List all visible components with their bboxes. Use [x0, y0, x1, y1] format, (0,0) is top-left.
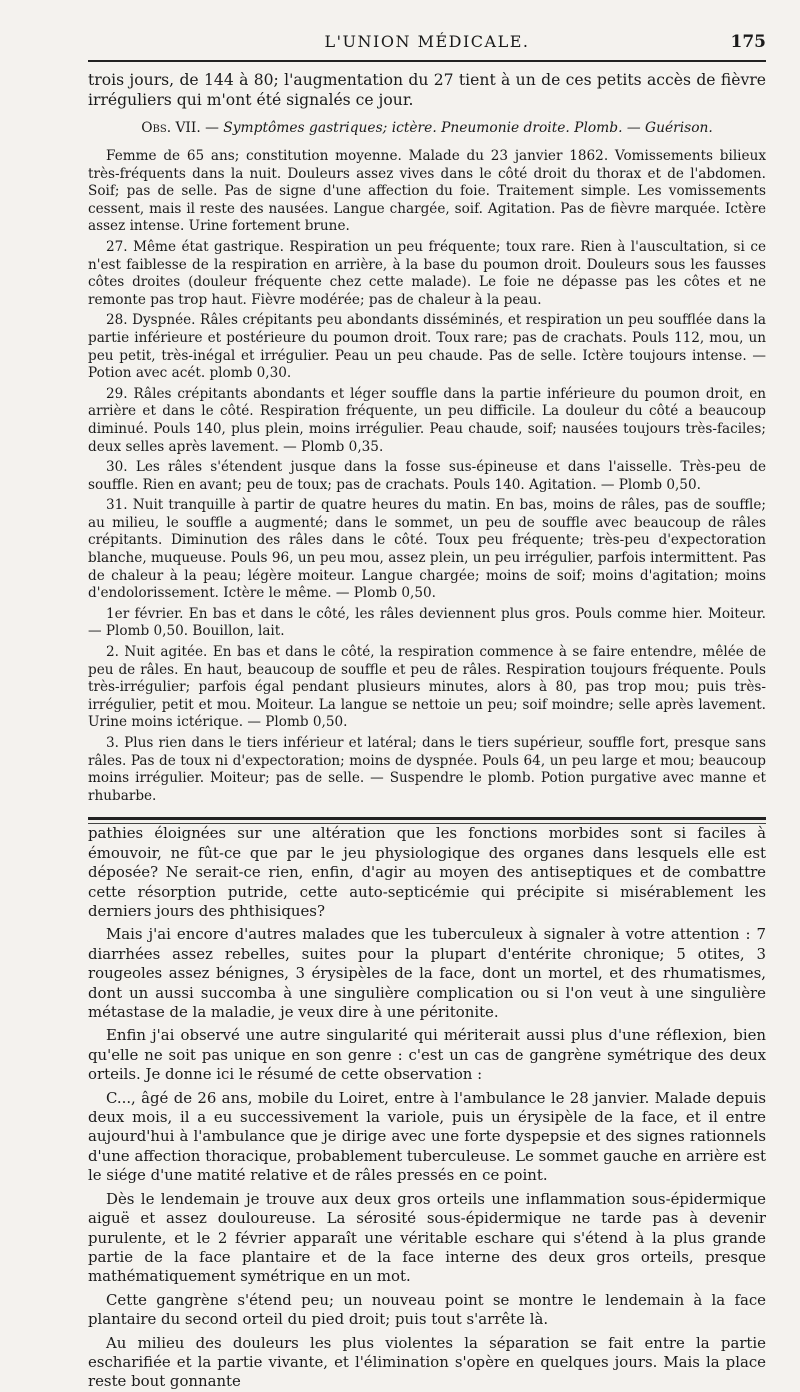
main-paragraph: Dès le lendemain je trouve aux deux gros orteils une inflammation sous-épidermique aiguë et assez douloureuse. La sérosité sous-épidermique ne tarde pas à devenir purulente, et le 2 février apparaît une véritable eschare qui s'étend à la plus grande partie de la face plantaire et de la face interne des deux gros orteils, presque mathématiquement symétrique en un mot.	[88, 1189, 766, 1286]
main-paragraph: Enfin j'ai observé une autre singularité qui mériterait aussi plus d'une réflexion, bien qu'elle ne soit pas unique en son genre : c'est un cas de gangrène symétrique des deux orteils. Je donne ici le résumé de cette observation :	[88, 1026, 766, 1084]
case-paragraph: 30. Les râles s'étendent jusque dans la fosse sus-épineuse et dans l'aisselle. Très-peu de souffle. Rien en avant; peu de toux; pas de crachats. Pouls 140. Agitation. — Plomb 0,50.	[88, 459, 766, 493]
case-paragraph: 2. Nuit agitée. En bas et dans le côté, la respiration commence à se faire entendre, mêlée de peu de râles. En haut, beaucoup de souffle et peu de râles. Respiration toujours fréquente. Pouls très-irrégulier; parfois égal pendant plusieurs minutes, alors à 80, pas trop mou; puis très-irrégulier, petit et mou. Moiteur. La langue se nettoie un peu; soif moindre; selle après lavement. Urine moins ictérique. — Plomb 0,50.	[88, 644, 766, 731]
main-paragraph: Au milieu des douleurs les plus violentes la séparation se fait entre la partie escharifiée et la partie vivante, et l'élimination s'opère en quelques jours. Mais la place reste bout gonnante	[88, 1333, 766, 1391]
observation-label: Obs. VII. —	[141, 120, 219, 136]
page-number: 175	[730, 32, 766, 52]
case-paragraph: Femme de 65 ans; constitution moyenne. Malade du 23 janvier 1862. Vomissements bilieux très-fréquents dans la nuit. Douleurs assez vives dans le côté droit du thorax et de l'abdomen. Soif; pas de selle. Pas de signe d'une affection du foie. Traitement simple. Les vomissements cessent, mais il reste des nausées. Langue chargée, soif. Agitation. Pas de fièvre marquée. Ictère assez intense. Urine fortement brune.	[88, 148, 766, 235]
case-paragraph: 29. Râles crépitants abondants et léger souffle dans la partie inférieure du poumon droit, en arrière et dans le côté. Respiration fréquente, un peu difficile. La douleur du côté a beaucoup diminué. Pouls 140, plus plein, moins irrégulier. Peau chaude, soif; nausées toujours très-faciles; deux selles après lavement. — Plomb 0,35.	[88, 385, 766, 455]
observation-title: Symptômes gastriques; ictère. Pneumonie droite. Plomb. — Guérison.	[223, 120, 713, 136]
case-paragraph: 3. Plus rien dans le tiers inférieur et latéral; dans le tiers supérieur, souffle fort, presque sans râles. Pas de toux ni d'expectoration; moins de dyspnée. Pouls 64, un peu large et mou; beaucoup moins irrégulier. Moiteur; pas de selle. — Suspendre le plomb. Potion purgative avec manne et rhubarbe.	[88, 735, 766, 804]
intro-paragraph: trois jours, de 144 à 80; l'augmentation du 27 tient à un de ces petits accès de fièvre irréguliers qui m'ont été signalés ce jour.	[88, 71, 766, 109]
main-paragraph: Cette gangrène s'étend peu; un nouveau point se montre le lendemain à la face plantaire du second orteil du pied droit; puis tout s'arrête là.	[88, 1290, 766, 1329]
journal-title: L'UNION MÉDICALE.	[324, 32, 530, 51]
main-paragraph: Mais j'ai encore d'autres malades que les tuberculeux à signaler à votre attention : 7 diarrhées assez rebelles, suites pour la plupart d'entérite chronique; 5 otites, 3 rougeoles assez bénignes, 3 érysipèles de la face, dont un mortel, et des rhumatismes, dont un aussi succomba à une singulière complication ou si l'on veut à une singulière métastase de la maladie, je veux dire à une péritonite.	[88, 925, 766, 1022]
case-paragraph: 31. Nuit tranquille à partir de quatre heures du matin. En bas, moins de râles, pas de souffle; au milieu, le souffle a augmenté; dans le sommet, un peu de souffle avec beaucoup de râles crépitants. Diminution des râles dans le côté. Toux peu fréquente; très-peu d'expectoration blanche, muqueuse. Pouls 96, un peu mou, assez plein, un peu irrégulier, parfois intermittent. Pas de chaleur à la peau; légère moiteur. Langue chargée; moins de soif; moins d'agitation; moins d'endolorissement. Ictère le même. — Plomb 0,50.	[88, 497, 766, 602]
case-paragraph: 28. Dyspnée. Râles crépitants peu abondants disséminés, et respiration un peu soufflée dans la partie inférieure et postérieure du poumon droit. Toux rare; pas de crachats. Pouls 112, mou, un peu petit, très-inégal et irrégulier. Peau un peu chaude. Pas de selle. Ictère toujours intense. — Potion avec acét. plomb 0,30.	[88, 312, 766, 382]
main-paragraph: pathies éloignées sur une altération que les fonctions morbides sont si faciles à émouvoir, ne fût-ce que par le jeu physiologique des organes dans lesquels elle est déposée? Ne serait-ce rien, enfin, d'agir au moyen des antiseptiques et de combattre cette résorption putride, cette auto-septicémie qui précipite si misérablement les derniers jours des phthisiques?	[88, 824, 766, 920]
case-notes	[88, 148, 766, 805]
case-paragraph: 27. Même état gastrique. Respiration un peu fréquente; toux rare. Rien à l'auscultation, si ce n'est faiblesse de la respiration en arrière, à la base du poumon droit. Douleurs sous les fausses côtes droites (douleur fréquente chez cette malade). Le foie ne dépasse pas les côtes et ne remonte pas trop haut. Fièvre modérée; pas de chaleur à la peau.	[88, 238, 766, 308]
main-paragraph: C..., âgé de 26 ans, mobile du Loiret, entre à l'ambulance le 28 janvier. Malade depuis deux mois, il a eu successivement la variole, puis un érysipèle de la face, et il entre aujourd'hui à l'ambulance que je dirige avec une forte dyspepsie et des signes rationnels d'une affection thoracique, probablement tuberculeuse. Le sommet gauche en arrière est le siége d'une matité relative et de râles pressés en ce point.	[88, 1088, 766, 1185]
main-text	[88, 824, 766, 1391]
running-header	[88, 30, 766, 62]
observation-heading	[88, 118, 766, 138]
section-divider	[88, 817, 766, 820]
case-paragraph: 1er février. En bas et dans le côté, les râles deviennent plus gros. Pouls comme hier. Moiteur. — Plomb 0,50. Bouillon, lait.	[88, 605, 766, 640]
